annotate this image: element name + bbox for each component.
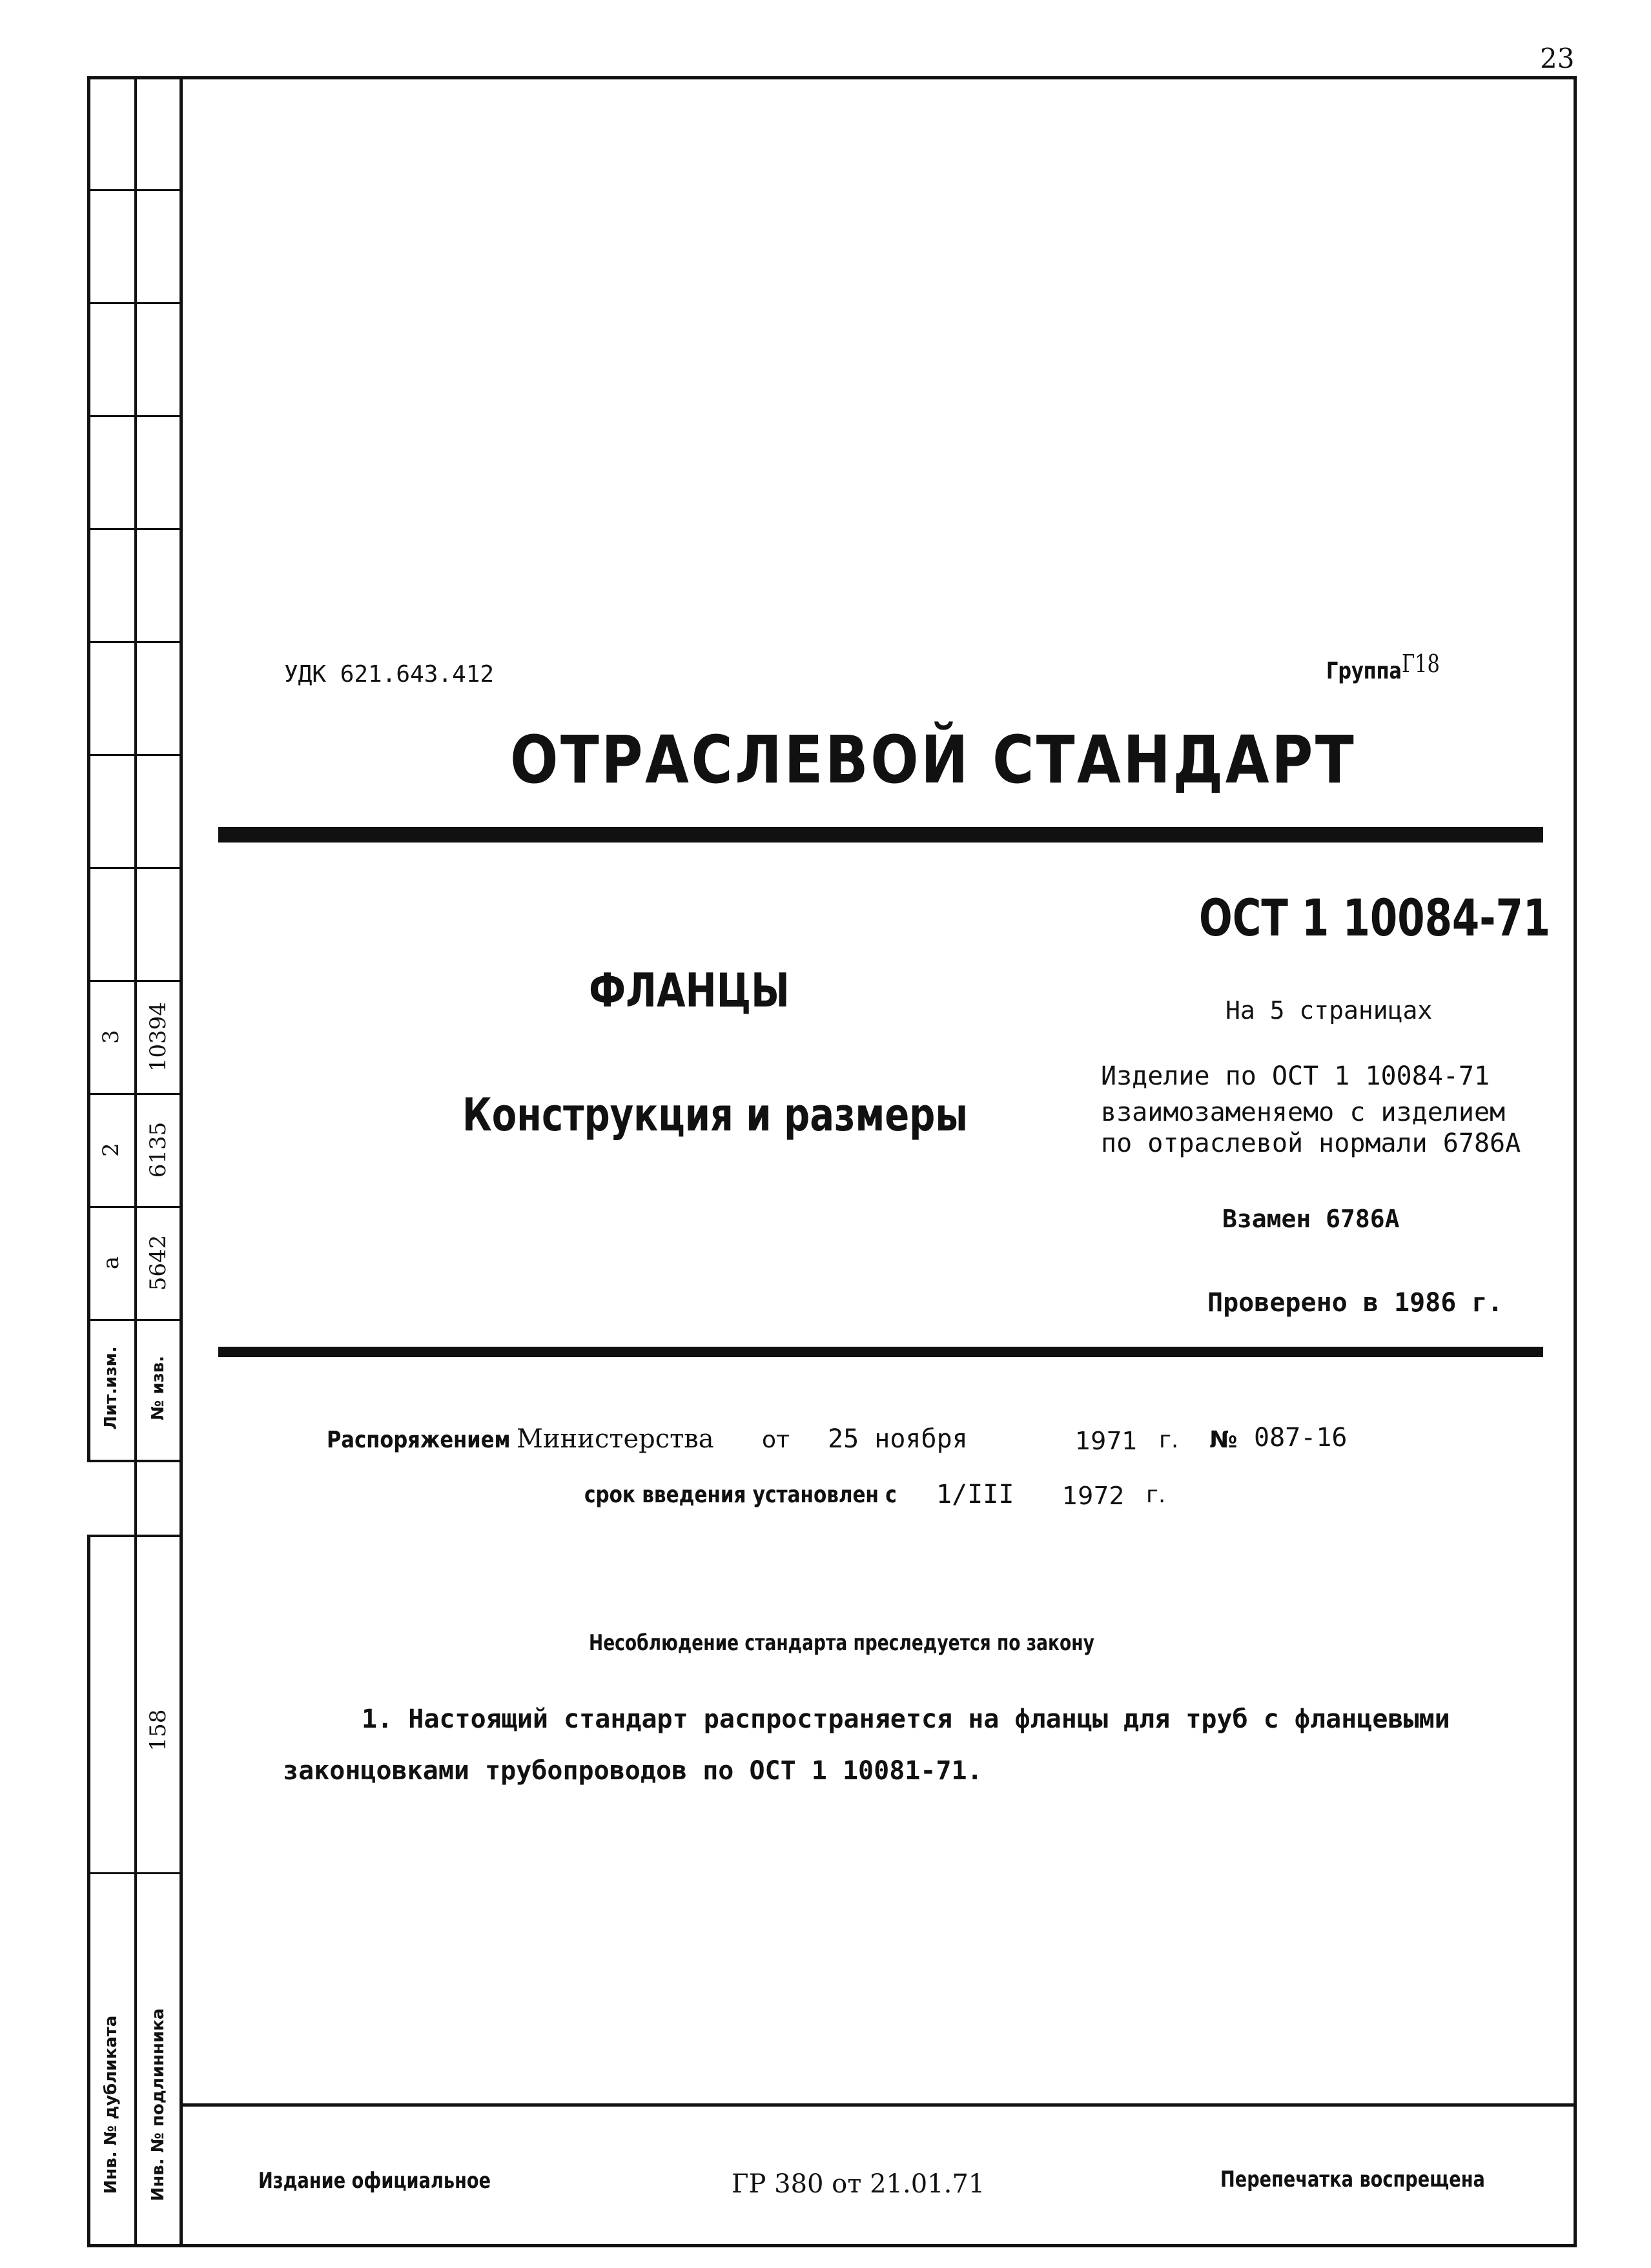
- rule-bottom: [218, 1347, 1543, 1357]
- frame-left: [87, 76, 90, 1462]
- frame-top: [87, 76, 1577, 79]
- margin-row-line: [87, 754, 183, 756]
- margin-entry-lit-1: а: [98, 1256, 124, 1270]
- margin-entry-num-3: 10394: [145, 1001, 171, 1072]
- checked-note: Проверено в 1986 г.: [1207, 1288, 1503, 1318]
- margin-entry-lit-2: 2: [98, 1143, 124, 1157]
- order-from: от: [762, 1427, 790, 1453]
- order-date: 25 ноября: [828, 1424, 968, 1454]
- group-label: ГруппаГ18: [1326, 649, 1440, 684]
- margin-col-divider: [134, 76, 137, 2247]
- effective-year: 1972: [1062, 1482, 1125, 1510]
- order-number: 087-16: [1254, 1423, 1348, 1453]
- pages-count: На 5 страницах: [1225, 996, 1433, 1025]
- margin-entry-num-2: 6135: [145, 1121, 171, 1178]
- order-year: 1971: [1075, 1427, 1138, 1455]
- footer-left: Издание официальное: [258, 2168, 491, 2194]
- standard-designation: ОСТ 1 10084-71: [1199, 890, 1551, 948]
- margin-row-line: [87, 528, 183, 530]
- margin-dup-label: Инв. № дубликата: [101, 2015, 121, 2194]
- margin-entry-lit-3: 3: [98, 1030, 124, 1044]
- margin-row-line: [87, 641, 183, 643]
- margin-col-divider-2: [179, 76, 183, 2247]
- clause-1-line-2: законцовками трубопроводов по ОСТ 1 10081-71.: [283, 1756, 983, 1786]
- lower-block-top: [87, 1535, 183, 1537]
- replaces-note: Взамен 6786А: [1222, 1205, 1400, 1233]
- footer-rule: [183, 2103, 1577, 2107]
- effective-label: срок введения установлен с: [584, 1482, 897, 1508]
- main-title: ОТРАСЛЕВОЙ СТАНДАРТ: [510, 722, 1357, 799]
- margin-row-line: [87, 867, 183, 869]
- margin-entry-num-1: 5642: [145, 1234, 171, 1291]
- rule-top: [218, 827, 1543, 843]
- margin-row-line: [87, 980, 183, 982]
- order-year-suffix: г.: [1159, 1427, 1179, 1453]
- interchange-line-2: взаимозаменяемо с изделием: [1101, 1098, 1506, 1127]
- effective-date: 1/III: [936, 1480, 1014, 1509]
- margin-lower-row-line: [87, 1872, 183, 1874]
- footer-center: ГР 380 от 21.01.71: [732, 2169, 985, 2199]
- clause-1-line-1: 1. Настоящий стандарт распространяется на фланцы для труб с фланцевыми: [362, 1704, 1450, 1734]
- page-number: 23: [1540, 43, 1575, 74]
- interchange-line-1: Изделие по ОСТ 1 10084-71: [1101, 1061, 1490, 1091]
- margin-orig-value: 158: [145, 1709, 171, 1752]
- interchange-line-3: по отраслевой нормали 6786А: [1101, 1129, 1521, 1158]
- margin-row-line: [87, 1093, 183, 1095]
- frame-bottom: [87, 2244, 1577, 2247]
- margin-row-line: [87, 302, 183, 304]
- law-notice: Несоблюдение стандарта преследуется по закону: [589, 1630, 1094, 1656]
- upper-block-bottom: [87, 1460, 183, 1462]
- margin-col2-label: № изв.: [149, 1356, 168, 1420]
- order-issuer: Министерства: [517, 1424, 714, 1454]
- margin-row-line: [87, 1206, 183, 1208]
- margin-col1-label: Лит.изм.: [101, 1346, 121, 1430]
- frame-right: [1574, 76, 1577, 2247]
- order-number-sign: №: [1209, 1427, 1238, 1453]
- margin-row-line: [87, 415, 183, 417]
- margin-row-line: [87, 189, 183, 191]
- footer-right: Перепечатка воспрещена: [1220, 2167, 1485, 2192]
- margin-orig-label: Инв. № подлинника: [149, 2008, 168, 2202]
- frame-left-lower: [87, 1535, 90, 2247]
- effective-year-suffix: г.: [1146, 1482, 1166, 1508]
- subject-subtitle: Конструкция и размеры: [462, 1088, 969, 1141]
- udk-label: УДК 621.643.412: [284, 661, 495, 688]
- order-label: Распоряжением: [327, 1427, 511, 1453]
- margin-row-line: [87, 1319, 183, 1321]
- subject-title: ФЛАНЦЫ: [589, 963, 790, 1017]
